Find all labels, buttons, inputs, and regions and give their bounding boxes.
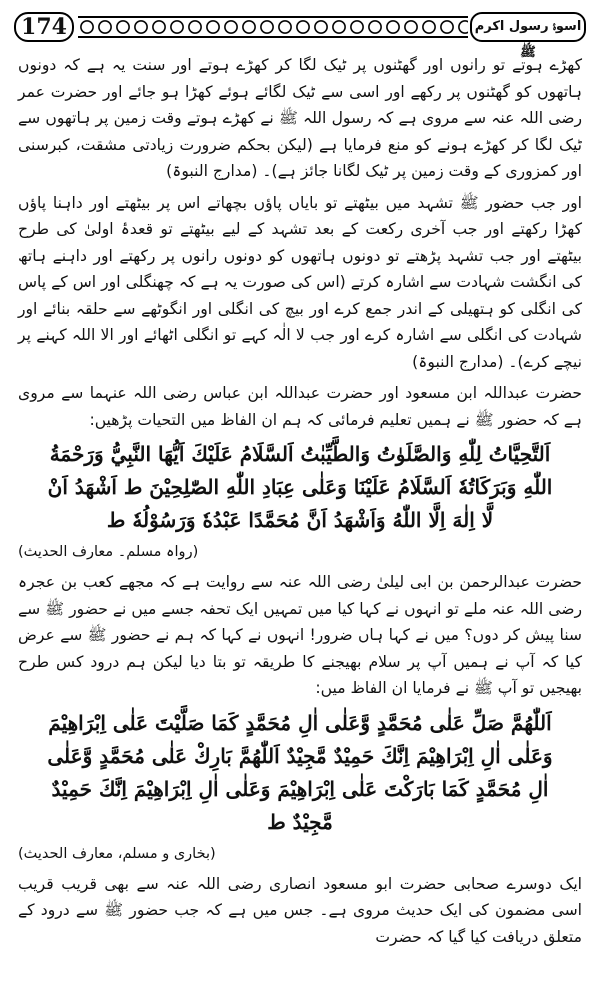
page-number: 174	[14, 12, 74, 42]
arabic-tahiyyat: اَلتَّحِيَّاتُ لِلّٰهِ وَالصَّلَوٰتُ وَالطَّيِّبٰتُ اَلسَّلَامُ عَلَيْكَ اَيُّهَا النَّبِيُّ وَرَحْمَةُ اللّٰهِ وَبَرَكَاتُهٗ اَلسَّلَامُ عَلَيْنَا وَعَلٰى عِبَادِ اللّٰهِ الصّٰلِحِيْنَ ط اَشْهَدُ اَنْ لَّا اِلٰهَ اِلَّا اللّٰهُ وَاَشْهَدُ اَنَّ مُحَمَّدًا عَبْدُهٗ وَرَسُوْلُهٗ ط	[47, 442, 553, 532]
paragraph-abu-masud: ایک دوسرے صحابی حضرت ابو مسعود انصاری رضی اللہ عنہ سے بھی قریب قریب اسی مضمون کی ایک حدیث مروی ہے۔ جس میں ہے کہ جب حضور ﷺ سے درود کے متعلق دریافت کیا گیا کہ حضرت	[18, 874, 582, 946]
paragraph-tahiyyat-intro: حضرت عبداللہ ابن مسعود اور حضرت عبداللہ ابن عباس رضی اللہ عنہما سے مروی ہے کہ حضور ﷺ نے ہمیں تعلیم فرمائی کہ ہم ان الفاظ میں التحیات پڑھیں:	[18, 384, 582, 429]
paragraph-tashahhud-posture: اور جب حضور ﷺ تشہد میں بیٹھتے تو بایاں پاؤں بچھاتے اس پر بیٹھتے اور داہنا پاؤں کھڑا رکھتے اور جب آخری رکعت کے بعد تشہد کے لیے بیٹھتے تو قعدۂ اولیٰ کی طرح بیٹھتے اور جب تشہد پڑھتے تو دونوں ہاتھوں کو دونوں رانوں پر رکھتے اور داہنے ہاتھ کی انگشت شہادت سے اشارہ کرتے (اس کی صورت یہ ہے کہ چھنگلی اور اس کے پاس کی انگلی کو ہتھیلی کے اندر جمع کرے اور بیچ کی انگلی اور انگوٹھے سے حلقہ بنائے اور شہادت کی انگلی سے اشارہ کرے اور جب لا الٰہ کہے تو انگلی اٹھائے اور الا اللہ کہنے پر نیچے کرے)۔ (مدارج النبوۃ)	[18, 193, 582, 371]
paragraph-durood-narration: حضرت عبدالرحمن بن ابی لیلیٰ رضی اللہ عنہ سے روایت ہے کہ مجھے کعب بن عجرہ رضی اللہ عنہ ملے تو انہوں نے کہا کیا میں تمہیں ایک تحفہ جسے میں نے حضور ﷺ سے سنا پیش کر دوں؟ میں نے کہا ہاں ضرور! انہوں نے کہا کہ ہم نے حضور ﷺ سے عرض کیا کہ آپ نے ہمیں آپ پر سلام بھیجنے کا طریقہ تو بتا دیا لیکن ہم درود کس طرح بھیجیں تو آپ ﷺ نے فرمایا ان الفاظ میں:	[18, 573, 582, 697]
page-header	[14, 12, 586, 60]
paragraph-standing-up: کھڑے ہوتے تو رانوں اور گھٹنوں پر ٹیک لگا کر کھڑے ہوتے اور سنت یہ ہے کہ دونوں ہاتھوں کو گھٹنوں پر رکھے اور اسی سے ٹیک لگائے ہوئے کھڑا ہو جائے اور حضرت عمر رضی اللہ عنہ سے مروی ہے کہ رسول اللہ ﷺ نے کھڑے ہوتے وقت زمین پر ہاتھوں سے ٹیک لگا کر کھڑے ہونے کو منع فرمایا ہے (لیکن بحکم ضرورت زیادتی مشقت، کبرسنی اور کمزوری کے وقت زمین پر ٹیک لگانا جائز ہے)۔ (مدارج النبوۃ)	[18, 56, 582, 180]
source-citation-bukhari-muslim: (بخاری و مسلم، معارف الحدیث)	[18, 845, 216, 862]
book-title: اسوۂ رسول اکرم ﷺ	[470, 12, 586, 42]
page-body	[18, 52, 582, 955]
header-ornament-border	[78, 16, 468, 38]
arabic-durood-ibrahimi: اَللّٰهُمَّ صَلِّ عَلٰى مُحَمَّدٍ وَّعَلٰى اٰلِ مُحَمَّدٍ كَمَا صَلَّيْتَ عَلٰى اِبْرَاهِيْمَ وَعَلٰى اٰلِ اِبْرَاهِيْمَ اِنَّكَ حَمِيْدٌ مَّجِيْدٌ اَللّٰهُمَّ بَارِكْ عَلٰى مُحَمَّدٍ وَّعَلٰى اٰلِ مُحَمَّدٍ كَمَا بَارَكْتَ عَلٰى اِبْرَاهِيْمَ وَعَلٰى اٰلِ اِبْرَاهِيْمَ اِنَّكَ حَمِيْدٌ مَّجِيْدٌ ط	[47, 710, 553, 834]
source-citation-muslim: (رواہ مسلم۔ معارف الحدیث)	[18, 544, 199, 560]
